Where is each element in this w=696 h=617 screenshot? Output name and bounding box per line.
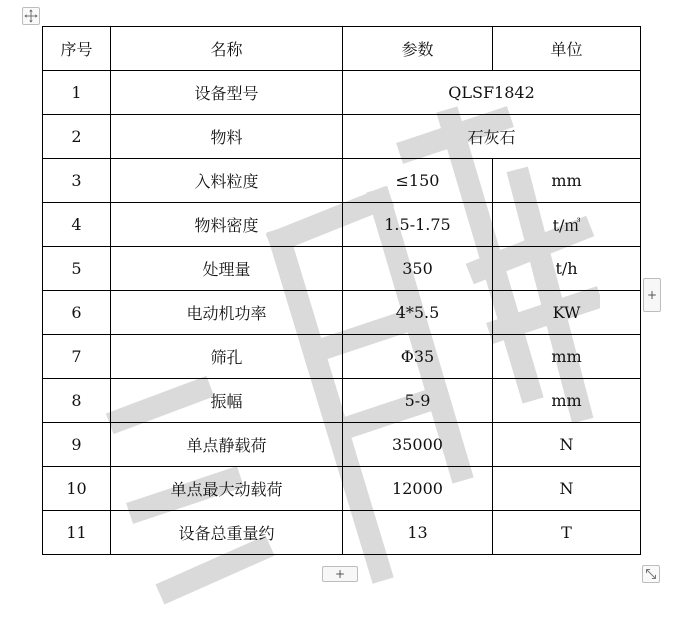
cell-unit[interactable]: N (493, 423, 641, 467)
cell-value[interactable]: Φ35 (343, 335, 493, 379)
cell-no[interactable]: 10 (43, 467, 111, 511)
table-row (43, 467, 641, 511)
header-no[interactable]: 序号 (43, 27, 111, 71)
cell-unit[interactable]: N (493, 467, 641, 511)
cell-unit[interactable]: KW (493, 291, 641, 335)
table-row (43, 423, 641, 467)
header-name[interactable]: 名称 (111, 27, 343, 71)
table-row (43, 291, 641, 335)
cell-value[interactable]: 5-9 (343, 379, 493, 423)
header-unit[interactable]: 单位 (493, 27, 641, 71)
cell-unit[interactable]: T (493, 511, 641, 555)
cell-no[interactable]: 6 (43, 291, 111, 335)
cell-unit[interactable]: t/㎥ (493, 203, 641, 247)
cell-no[interactable]: 3 (43, 159, 111, 203)
add-row-button[interactable]: + (322, 566, 358, 582)
cell-name[interactable]: 设备总重量约 (111, 511, 343, 555)
cell-unit[interactable]: t/h (493, 247, 641, 291)
cell-no[interactable]: 9 (43, 423, 111, 467)
table-row (43, 203, 641, 247)
cell-value[interactable]: ≤150 (343, 159, 493, 203)
cell-unit[interactable]: mm (493, 379, 641, 423)
table-row (43, 159, 641, 203)
table-row (43, 247, 641, 291)
cell-value[interactable]: QLSF1842 (343, 71, 641, 115)
cell-no[interactable]: 2 (43, 115, 111, 159)
cell-name[interactable]: 入料粒度 (111, 159, 343, 203)
spec-table (42, 26, 641, 555)
cell-name[interactable]: 单点静载荷 (111, 423, 343, 467)
cell-no[interactable]: 5 (43, 247, 111, 291)
table-row (43, 379, 641, 423)
cell-name[interactable]: 物料密度 (111, 203, 343, 247)
cell-no[interactable]: 7 (43, 335, 111, 379)
cell-name[interactable]: 设备型号 (111, 71, 343, 115)
cell-value[interactable]: 4*5.5 (343, 291, 493, 335)
cell-name[interactable]: 单点最大动载荷 (111, 467, 343, 511)
cell-no[interactable]: 1 (43, 71, 111, 115)
header-param[interactable]: 参数 (343, 27, 493, 71)
table-row (43, 115, 641, 159)
cell-no[interactable]: 4 (43, 203, 111, 247)
cell-unit[interactable]: mm (493, 159, 641, 203)
table-row (43, 511, 641, 555)
cell-value[interactable]: 1.5-1.75 (343, 203, 493, 247)
move-table-icon[interactable] (22, 7, 40, 25)
cell-name[interactable]: 处理量 (111, 247, 343, 291)
add-column-button[interactable]: + (643, 278, 661, 312)
cell-value[interactable]: 12000 (343, 467, 493, 511)
cell-name[interactable]: 物料 (111, 115, 343, 159)
table-row (43, 335, 641, 379)
cell-no[interactable]: 11 (43, 511, 111, 555)
cell-name[interactable]: 筛孔 (111, 335, 343, 379)
cell-no[interactable]: 8 (43, 379, 111, 423)
cell-value[interactable]: 石灰石 (343, 115, 641, 159)
cell-name[interactable]: 电动机功率 (111, 291, 343, 335)
cell-name[interactable]: 振幅 (111, 379, 343, 423)
cell-value[interactable]: 13 (343, 511, 493, 555)
resize-table-icon[interactable] (642, 565, 660, 583)
cell-value[interactable]: 35000 (343, 423, 493, 467)
cell-unit[interactable]: mm (493, 335, 641, 379)
cell-value[interactable]: 350 (343, 247, 493, 291)
table-header-row (43, 27, 641, 71)
table-row (43, 71, 641, 115)
